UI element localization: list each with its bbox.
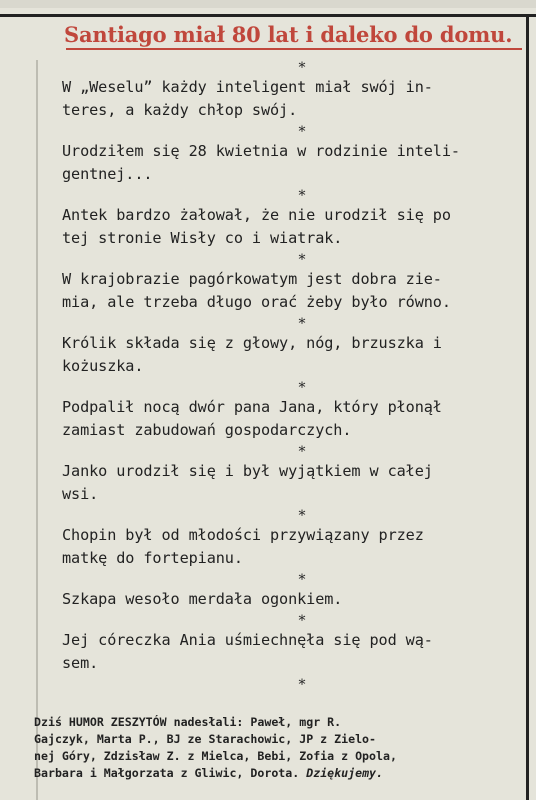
credits-line-3: nej Góry, Zdzisław Z. z Mielca, Bebi, Zofia z Opola, <box>34 749 397 763</box>
title-underline <box>66 48 522 50</box>
star-separator-icon: * <box>298 613 306 629</box>
credits-line-4-main: Barbara i Małgorzata z Gliwic, Dorota. <box>34 766 300 780</box>
top-strip <box>0 0 536 8</box>
right-rule <box>526 14 529 800</box>
credits-thanks: Dziękujemy. <box>306 766 384 780</box>
quote-line: Janko urodził się i był wyjątkiem w całej <box>62 462 433 480</box>
quote-item <box>62 444 524 508</box>
quote-item <box>62 60 524 124</box>
quote-line: teres, a każdy chłop swój. <box>62 101 298 119</box>
quote-line: Antek bardzo żałował, że nie urodził się po <box>62 206 451 224</box>
star-separator-icon: * <box>298 380 306 396</box>
quote-line: zamiast zabudowań gospodarczych. <box>62 421 352 439</box>
star-separator-icon: * <box>298 316 306 332</box>
left-gutter-rule <box>36 60 38 800</box>
quote-line: Chopin był od młodości przywiązany przez <box>62 526 424 544</box>
star-separator-icon: * <box>298 124 306 140</box>
star-separator-icon: * <box>298 572 306 588</box>
credits-line-1: Dziś HUMOR ZESZYTÓW nadesłali: Paweł, mgr R. <box>34 715 342 729</box>
quote-text <box>62 268 524 316</box>
quote-item <box>62 316 524 380</box>
quote-line: mia, ale trzeba długo orać żeby było równo. <box>62 293 451 311</box>
star-separator-icon: * <box>298 188 306 204</box>
credits-line-4 <box>34 765 526 782</box>
quote-item <box>62 252 524 316</box>
credits-line-2: Gajczyk, Marta P., BJ ze Starachowic, JP z Zielo- <box>34 732 377 746</box>
star-separator-icon: * <box>298 252 306 268</box>
quote-item <box>62 380 524 444</box>
quote-text <box>62 332 524 380</box>
quotes-column <box>62 60 524 693</box>
quote-text <box>62 140 524 188</box>
star-separator-icon: * <box>298 677 306 693</box>
quote-line: gentnej... <box>62 165 153 183</box>
quote-text <box>62 396 524 444</box>
quote-line: W krajobrazie pagórkowatym jest dobra zie- <box>62 270 442 288</box>
quote-line: matkę do fortepianu. <box>62 549 243 567</box>
quote-item <box>62 188 524 252</box>
quote-item <box>62 124 524 188</box>
quote-item <box>62 572 524 613</box>
quote-text <box>62 629 524 677</box>
quote-line: Jej córeczka Ania uśmiechnęła się pod wą- <box>62 631 433 649</box>
quote-line: sem. <box>62 654 99 672</box>
article-title: Santiago miał 80 lat i daleko do domu. <box>64 22 513 47</box>
quote-line: kożuszka. <box>62 357 144 375</box>
quote-line: Urodziłem się 28 kwietnia w rodzinie inteli- <box>62 142 460 160</box>
quote-line: W „Weselu” każdy inteligent miał swój in- <box>62 78 433 96</box>
credits-block <box>34 714 526 782</box>
quote-text <box>62 460 524 508</box>
quote-line: wsi. <box>62 485 99 503</box>
star-separator-icon: * <box>298 60 306 76</box>
quote-item <box>62 508 524 572</box>
star-separator-icon: * <box>298 508 306 524</box>
quote-line: Podpalił nocą dwór pana Jana, który płonął <box>62 398 442 416</box>
quote-text <box>62 76 524 124</box>
quote-text <box>62 204 524 252</box>
quote-text <box>62 588 524 613</box>
quote-item <box>62 613 524 677</box>
top-rule <box>0 14 536 17</box>
quote-line: Królik składa się z głowy, nóg, brzuszka i <box>62 334 442 352</box>
quote-line: Szkapa wesoło merdała ogonkiem. <box>62 590 343 608</box>
quote-line: tej stronie Wisły co i wiatrak. <box>62 229 343 247</box>
star-separator-icon: * <box>298 444 306 460</box>
quote-text <box>62 524 524 572</box>
